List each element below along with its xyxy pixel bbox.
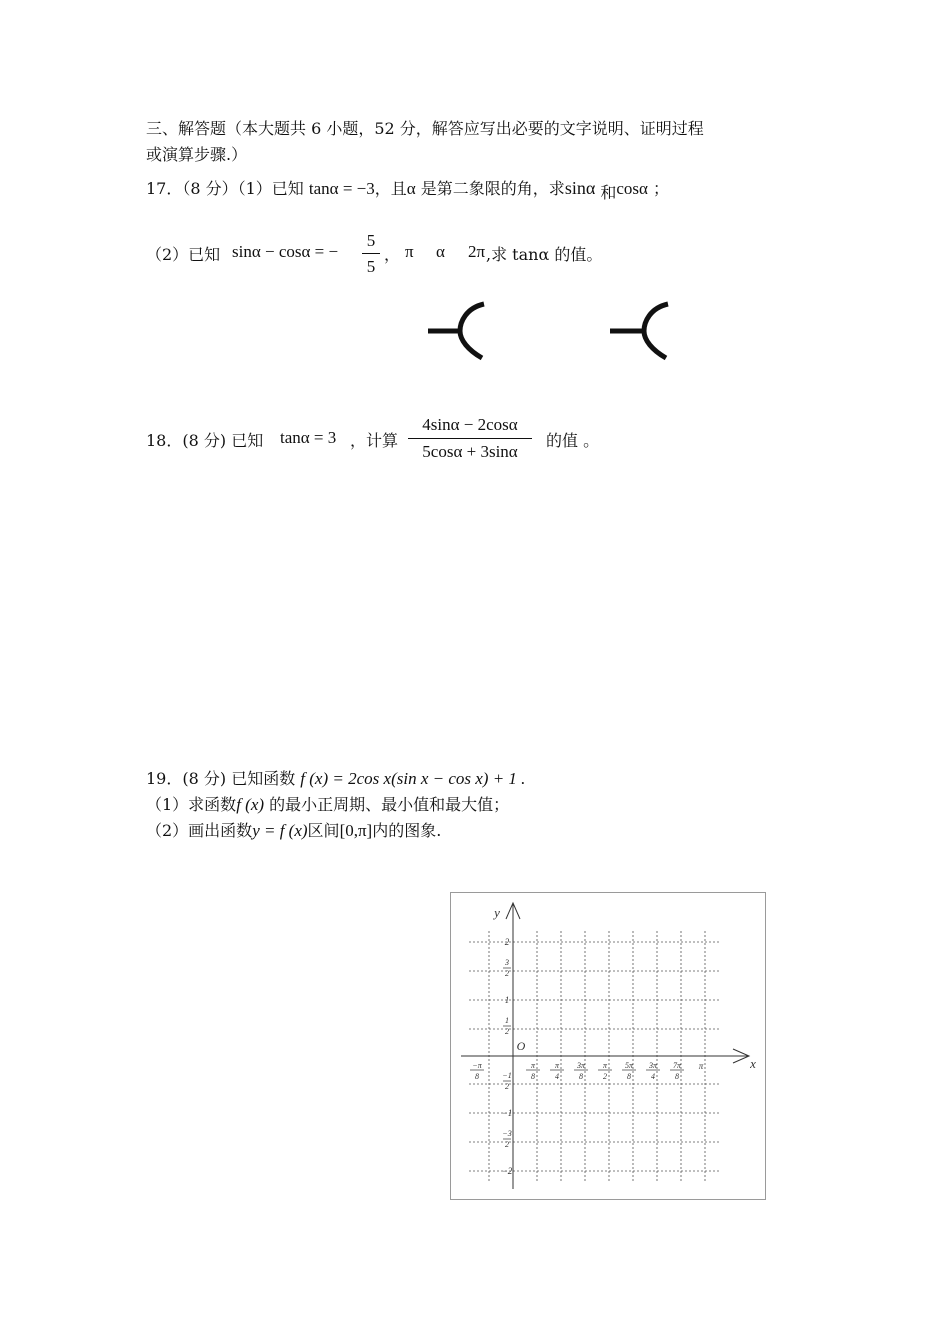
q18-compute: ，计算: [350, 431, 399, 450]
x-tick-label-num: −π: [472, 1061, 482, 1070]
q19-number: 19．(8 分) 已知函数: [146, 769, 296, 788]
x-tick-label-num: π: [602, 1061, 608, 1070]
y-tick-label: −2: [501, 1166, 513, 1176]
q17-frac-bar: [362, 253, 380, 254]
x-tick-label-den: 8: [531, 1072, 535, 1081]
x-tick-label-den: 4: [555, 1072, 559, 1081]
y-tick-label-den: 2: [505, 1082, 509, 1091]
origin-label: O: [516, 1039, 526, 1053]
x-tick-label-den: 8: [675, 1072, 679, 1081]
q17-and: 和: [600, 183, 617, 202]
q17-tan-condition: tanα = −3: [308, 179, 375, 198]
y-tick-label-num: −3: [502, 1129, 512, 1138]
y-tick-label: 1: [504, 995, 510, 1005]
x-tick-label-den: 4: [651, 1072, 655, 1081]
x-axis-label: x: [750, 1056, 756, 1071]
less-than-glyph-right: [604, 298, 674, 364]
y-tick-label-num: −1: [502, 1071, 512, 1080]
y-tick-label-den: 2: [505, 1027, 509, 1036]
q17-number: 17．（8 分）（1）已知: [146, 179, 304, 198]
q17-text-a: ，且: [374, 179, 407, 198]
q17-tail: ,求 tanα 的值。: [486, 245, 603, 264]
x-tick-label-num: 5π: [624, 1061, 634, 1070]
section-heading-line2: 或演算步骤.）: [146, 145, 248, 164]
graph-svg: [451, 893, 765, 1199]
x-tick-label-num: 3π: [576, 1061, 586, 1070]
x-tick-label-num: 3π: [648, 1061, 658, 1070]
q17-part2-math: sinα − cosα = −: [232, 242, 339, 261]
x-tick-label: π: [698, 1061, 704, 1071]
q19-line1: [146, 766, 525, 789]
x-tick-label-num: π: [554, 1061, 560, 1070]
q17-text-b: 是第二象限的角，求: [420, 179, 565, 198]
y-tick-label: 2: [504, 937, 510, 947]
q19-part2-math: y = f (x): [252, 821, 308, 840]
q17-alpha2: α: [436, 242, 445, 261]
q19-part1-b: 的最小正周期、最小值和最大值；: [269, 795, 510, 814]
q17-cos: cosα: [616, 179, 648, 198]
y-tick-label-num: 1: [505, 1016, 509, 1025]
y-tick-label-den: 2: [505, 1140, 509, 1149]
y-tick-label-num: 3: [505, 958, 509, 967]
graph-grid-figure: [450, 892, 766, 1200]
q18-number: 18．(8 分) 已知: [146, 431, 264, 450]
q19-interval: [0,π]: [339, 821, 373, 840]
q17-two-pi: 2π: [468, 242, 486, 261]
q19-part1-a: （1）求函数: [146, 795, 237, 814]
q18-frac-bar: [408, 438, 532, 439]
q19-line3: [146, 818, 441, 841]
q17-line1: [146, 176, 670, 202]
q17-pi: π: [405, 242, 414, 261]
q19-part2-b: 区间: [307, 821, 340, 840]
q17-frac-numerator: 5: [366, 231, 376, 250]
section-heading-line1: 三、解答题（本大题共 6 小题，52 分，解答应写出必要的文字说明、证明过程: [146, 119, 704, 138]
q18-denominator: 5cosα + 3sinα: [422, 442, 518, 461]
y-axis-label: y: [494, 905, 500, 920]
y-tick-label-den: 2: [505, 969, 509, 978]
x-tick-label-den: 2: [603, 1072, 607, 1081]
q17-comma: ，: [384, 245, 401, 264]
q18-numerator: 4sinα − 2cosα: [422, 415, 518, 434]
x-tick-label-num: π: [530, 1061, 536, 1070]
q18-tail: 的值 。: [546, 431, 600, 450]
q19-part2-a: （2）画出函数: [146, 821, 253, 840]
q17-alpha: α: [406, 179, 416, 198]
q19-function-definition: f (x) = 2cos x(sin x − cos x) + 1 .: [300, 769, 526, 788]
q19-line2: [146, 792, 509, 815]
q17-semicolon: ；: [653, 179, 670, 198]
x-tick-label-den: 8: [627, 1072, 631, 1081]
q19-part1-math: f (x): [236, 795, 265, 814]
q18-condition: tanα = 3: [280, 428, 337, 447]
less-than-glyph-left: [420, 298, 490, 364]
q17-sin: sinα: [564, 178, 596, 198]
q17-frac-denominator: 5: [366, 257, 376, 276]
y-tick-label: −1: [501, 1108, 513, 1118]
q19-part2-c: 内的图象.: [372, 821, 442, 840]
q17-part2-label: （2）已知: [146, 245, 221, 264]
x-tick-label-den: 8: [579, 1072, 583, 1081]
x-tick-label-num: 7π: [672, 1061, 682, 1070]
x-tick-label-den: 8: [475, 1072, 479, 1081]
